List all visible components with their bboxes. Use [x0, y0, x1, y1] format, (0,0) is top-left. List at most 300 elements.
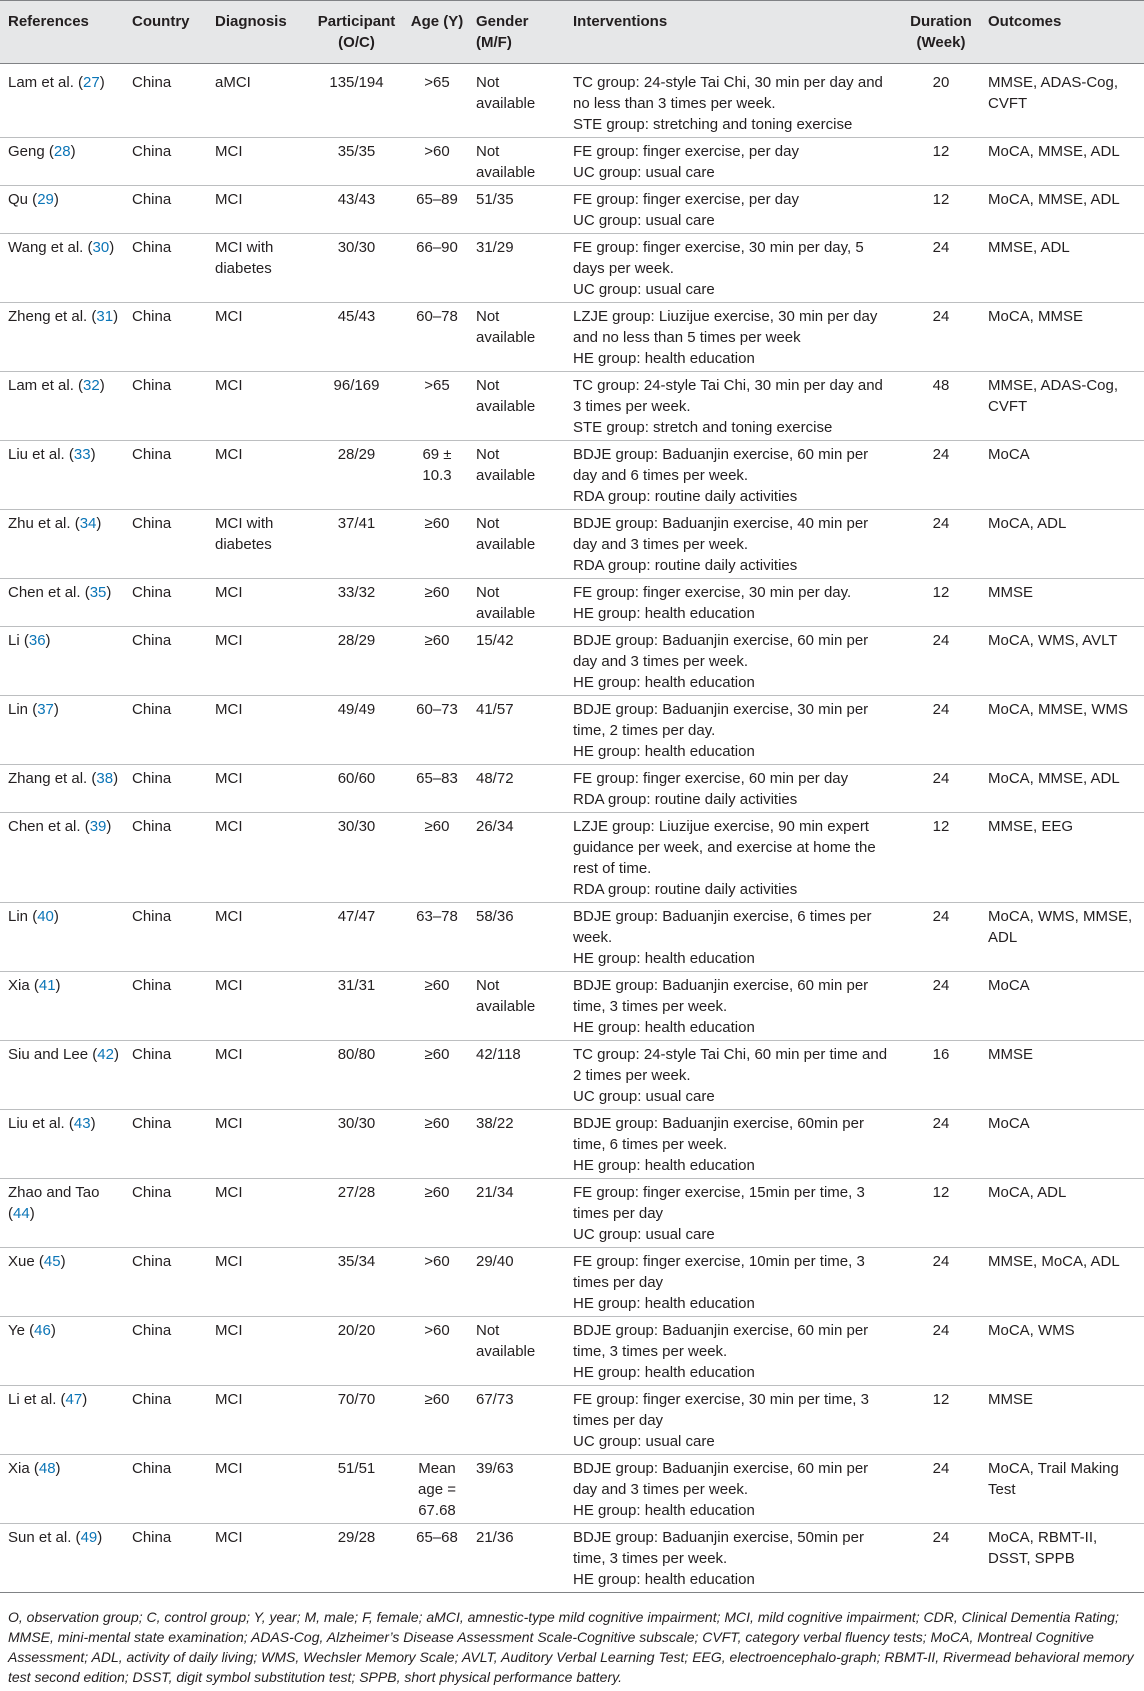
intervention-line: RDA group: routine daily activities: [573, 791, 798, 808]
intervention-line: TC group: 24-style Tai Chi, 30 min per day and 3 times per week.: [573, 377, 883, 415]
cell-duration: 24: [932, 1460, 950, 1477]
cell-duration: 12: [932, 191, 950, 208]
cell-diagnosis: MCI: [215, 701, 243, 718]
reference-author: Qu: [8, 191, 29, 208]
intervention-line: BDJE group: Baduanjin exercise, 60 min per time, 3 times per week.: [573, 1322, 869, 1360]
cell-diagnosis: MCI: [215, 908, 243, 925]
cell-diagnosis: MCI: [215, 1115, 243, 1132]
cell-country: China: [132, 515, 172, 532]
reference-author: Ye: [8, 1322, 25, 1339]
cell-participant: 28/29: [337, 632, 376, 649]
reference-link[interactable]: 38: [96, 770, 114, 787]
reference-author: Xue: [8, 1253, 35, 1270]
cell-participant: 27/28: [337, 1184, 376, 1201]
cell-age: >65: [424, 74, 450, 91]
cell-gender: 38/22: [476, 1115, 514, 1132]
cell-participant: 35/34: [337, 1253, 376, 1270]
cell-outcomes: MoCA: [988, 446, 1030, 463]
cell-participant: 49/49: [337, 701, 376, 718]
cell-reference: Lam et al. (27): [8, 74, 105, 91]
reference-link[interactable]: 31: [96, 308, 114, 325]
reference-link[interactable]: 30: [92, 239, 110, 256]
header-references: References: [8, 13, 89, 30]
reference-link[interactable]: 49: [80, 1529, 98, 1546]
cell-age: ≥60: [424, 818, 450, 835]
cell-participant: 47/47: [337, 908, 376, 925]
cell-outcomes: MoCA: [988, 977, 1030, 994]
table-row: [0, 1041, 1144, 1110]
reference-link[interactable]: 39: [89, 818, 107, 835]
cell-participant: 37/41: [337, 515, 376, 532]
intervention-line: UC group: usual care: [573, 1226, 715, 1243]
reference-link[interactable]: 40: [37, 908, 54, 925]
reference-author: Liu et al.: [8, 1115, 65, 1132]
reference-author: Lam et al.: [8, 74, 74, 91]
cell-gender: 51/35: [476, 191, 514, 208]
cell-reference: Xia (41): [8, 977, 61, 994]
cell-diagnosis: MCI: [215, 770, 243, 787]
cell-reference: Xue (45): [8, 1253, 66, 1270]
reference-link[interactable]: 44: [13, 1205, 30, 1222]
cell-outcomes: MMSE: [988, 1391, 1033, 1408]
cell-diagnosis: MCI: [215, 1391, 243, 1408]
cell-country: China: [132, 908, 172, 925]
cell-duration: 24: [932, 908, 950, 925]
reference-author: Lin: [8, 701, 29, 718]
cell-duration: 24: [932, 1322, 950, 1339]
table-row: [0, 1317, 1144, 1386]
cell-interventions: [565, 64, 898, 138]
cell-reference: Zhu et al. (34): [8, 515, 102, 532]
cell-gender: 39/63: [476, 1460, 514, 1477]
table-row: [0, 579, 1144, 627]
reference-link[interactable]: 33: [73, 446, 91, 463]
intervention-line: LZJE group: Liuzijue exercise, 30 min per day and no less than 5 times per week: [573, 308, 878, 346]
cell-interventions: [565, 303, 898, 372]
cell-reference: Chen et al. (35): [8, 584, 112, 601]
reference-author: Xia: [8, 1460, 30, 1477]
intervention-line: HE group: health education: [573, 1502, 755, 1519]
cell-country: China: [132, 1391, 172, 1408]
cell-gender: 42/118: [476, 1046, 521, 1063]
cell-participant: 29/28: [337, 1529, 376, 1546]
cell-gender: Not available: [476, 308, 536, 346]
cell-participant: 30/30: [337, 818, 376, 835]
cell-outcomes: MoCA, MMSE: [988, 308, 1084, 325]
cell-participant: 28/29: [337, 446, 376, 463]
cell-interventions: [565, 903, 898, 972]
cell-gender: 29/40: [476, 1253, 514, 1270]
cell-outcomes: MoCA, MMSE, ADL: [988, 770, 1120, 787]
header-country: Country: [132, 13, 190, 30]
cell-gender: Not available: [476, 1322, 536, 1360]
table-row: [0, 1110, 1144, 1179]
table-row: [0, 972, 1144, 1041]
cell-gender: 41/57: [476, 701, 514, 718]
cell-interventions: [565, 1248, 898, 1317]
header-age: Age (Y): [410, 13, 464, 30]
cell-country: China: [132, 308, 172, 325]
intervention-line: FE group: finger exercise, per day: [573, 191, 799, 208]
intervention-line: BDJE group: Baduanjin exercise, 6 times per week.: [573, 908, 872, 946]
cell-gender: 26/34: [476, 818, 514, 835]
cell-diagnosis: MCI: [215, 632, 243, 649]
cell-country: China: [132, 446, 172, 463]
cell-outcomes: MoCA, ADL: [988, 515, 1067, 532]
cell-age: 65–83: [416, 770, 458, 787]
cell-interventions: [565, 1041, 898, 1110]
cell-age: ≥60: [424, 1046, 450, 1063]
cell-interventions: [565, 1386, 898, 1455]
intervention-line: HE group: health education: [573, 1295, 755, 1312]
intervention-line: RDA group: routine daily activities: [573, 488, 798, 505]
reference-author: Li et al.: [8, 1391, 57, 1408]
reference-link[interactable]: 45: [43, 1253, 61, 1270]
cell-country: China: [132, 1322, 172, 1339]
cell-country: China: [132, 770, 172, 787]
cell-country: China: [132, 632, 172, 649]
reference-author: Xia: [8, 977, 30, 994]
cell-country: China: [132, 818, 172, 835]
reference-author: Chen et al.: [8, 818, 81, 835]
cell-age: 65–89: [416, 191, 458, 208]
reference-link[interactable]: 32: [83, 377, 100, 394]
intervention-line: HE group: health education: [573, 605, 755, 622]
reference-link[interactable]: 41: [38, 977, 56, 994]
cell-reference: Lin (40): [8, 908, 59, 925]
cell-age: ≥60: [424, 1184, 450, 1201]
cell-interventions: [565, 1317, 898, 1386]
reference-link[interactable]: 29: [37, 191, 54, 208]
cell-diagnosis: MCI: [215, 191, 243, 208]
reference-link[interactable]: 37: [37, 701, 54, 718]
cell-participant: 30/30: [337, 1115, 376, 1132]
reference-link[interactable]: 42: [97, 1046, 114, 1063]
cell-age: ≥60: [424, 1115, 450, 1132]
cell-gender: 58/36: [476, 908, 514, 925]
cell-interventions: [565, 234, 898, 303]
table-row: [0, 186, 1144, 234]
cell-reference: Liu et al. (43): [8, 1115, 96, 1132]
cell-reference: Liu et al. (33): [8, 446, 96, 463]
intervention-line: FE group: finger exercise, 30 min per time, 3 times per day: [573, 1391, 869, 1429]
cell-diagnosis: MCI: [215, 446, 243, 463]
intervention-line: HE group: health education: [573, 674, 755, 691]
cell-duration: 24: [932, 701, 950, 718]
reference-author: Liu et al.: [8, 446, 65, 463]
cell-participant: 33/32: [337, 584, 376, 601]
table-row: [0, 303, 1144, 372]
cell-duration: 24: [932, 632, 950, 649]
cell-duration: 24: [932, 515, 950, 532]
cell-participant: 80/80: [337, 1046, 376, 1063]
cell-interventions: [565, 186, 898, 234]
cell-outcomes: MoCA, RBMT-II, DSST, SPPB: [988, 1529, 1098, 1567]
intervention-line: BDJE group: Baduanjin exercise, 60 min per day and 3 times per week.: [573, 1460, 869, 1498]
reference-link[interactable]: 46: [34, 1322, 51, 1339]
cell-reference: Qu (29): [8, 191, 59, 208]
intervention-line: LZJE group: Liuzijue exercise, 90 min expert guidance per week, and exercise at home the rest of time.: [573, 818, 876, 877]
cell-diagnosis: MCI: [215, 1253, 243, 1270]
cell-reference: Chen et al. (39): [8, 818, 112, 835]
reference-link[interactable]: 36: [28, 632, 46, 649]
header-duration: Duration (Week): [910, 13, 972, 51]
cell-outcomes: MoCA, WMS, AVLT: [988, 632, 1118, 649]
cell-age: >65: [424, 377, 450, 394]
intervention-line: UC group: usual care: [573, 1088, 715, 1105]
cell-country: China: [132, 239, 172, 256]
cell-interventions: [565, 1524, 898, 1593]
cell-outcomes: MMSE, ADAS-Cog, CVFT: [988, 74, 1119, 112]
cell-age: >60: [424, 1253, 450, 1270]
cell-interventions: [565, 765, 898, 813]
reference-author: Geng: [8, 143, 45, 160]
cell-diagnosis: MCI: [215, 584, 243, 601]
cell-country: China: [132, 1460, 172, 1477]
cell-gender: 67/73: [476, 1391, 514, 1408]
cell-duration: 24: [932, 977, 950, 994]
cell-interventions: [565, 441, 898, 510]
cell-interventions: [565, 1110, 898, 1179]
cell-duration: 48: [932, 377, 950, 394]
intervention-line: FE group: finger exercise, per day: [573, 143, 799, 160]
reference-author: Zhu et al.: [8, 515, 71, 532]
cell-participant: 35/35: [337, 143, 376, 160]
intervention-line: TC group: 24-style Tai Chi, 30 min per day and no less than 3 times per week.: [573, 74, 883, 112]
cell-country: China: [132, 143, 172, 160]
cell-interventions: [565, 138, 898, 186]
intervention-line: HE group: health education: [573, 950, 755, 967]
intervention-line: BDJE group: Baduanjin exercise, 60min per time, 6 times per week.: [573, 1115, 864, 1153]
cell-outcomes: MMSE: [988, 1046, 1033, 1063]
cell-country: China: [132, 74, 172, 91]
intervention-line: STE group: stretching and toning exercise: [573, 116, 853, 133]
reference-link[interactable]: 43: [73, 1115, 91, 1132]
table-row: [0, 64, 1144, 138]
cell-duration: 12: [932, 143, 950, 160]
cell-reference: Li (36): [8, 632, 51, 649]
intervention-line: UC group: usual care: [573, 1433, 715, 1450]
cell-country: China: [132, 1184, 172, 1201]
cell-interventions: [565, 579, 898, 627]
cell-duration: 24: [932, 239, 950, 256]
reference-link[interactable]: 47: [65, 1391, 83, 1408]
cell-diagnosis: MCI: [215, 1184, 243, 1201]
cell-interventions: [565, 1179, 898, 1248]
intervention-line: HE group: health education: [573, 1019, 755, 1036]
intervention-line: UC group: usual care: [573, 281, 715, 298]
reference-author: Wang et al.: [8, 239, 84, 256]
table-row: [0, 1386, 1144, 1455]
cell-country: China: [132, 1529, 172, 1546]
table-row: [0, 234, 1144, 303]
cell-country: China: [132, 701, 172, 718]
cell-duration: 12: [932, 1391, 950, 1408]
reference-author: Li: [8, 632, 20, 649]
intervention-line: RDA group: routine daily activities: [573, 557, 798, 574]
table-row: [0, 138, 1144, 186]
cell-duration: 24: [932, 770, 950, 787]
cell-gender: Not available: [476, 143, 536, 181]
cell-reference: Siu and Lee (42): [8, 1046, 119, 1063]
cell-country: China: [132, 191, 172, 208]
cell-gender: Not available: [476, 377, 536, 415]
cell-gender: Not available: [476, 584, 536, 622]
cell-outcomes: MoCA, MMSE, ADL: [988, 143, 1120, 160]
cell-country: China: [132, 1253, 172, 1270]
cell-age: >60: [424, 143, 450, 160]
intervention-line: STE group: stretch and toning exercise: [573, 419, 833, 436]
cell-duration: 24: [932, 1115, 950, 1132]
cell-reference: Ye (46): [8, 1322, 56, 1339]
cell-duration: 24: [932, 308, 950, 325]
table-row: [0, 1248, 1144, 1317]
cell-participant: 31/31: [337, 977, 376, 994]
cell-age: 60–73: [416, 701, 458, 718]
cell-participant: 20/20: [337, 1322, 376, 1339]
cell-diagnosis: MCI: [215, 1460, 243, 1477]
cell-age: 66–90: [416, 239, 458, 256]
cell-duration: 24: [932, 446, 950, 463]
cell-interventions: [565, 627, 898, 696]
reference-link[interactable]: 48: [38, 1460, 56, 1477]
cell-diagnosis: MCI: [215, 308, 243, 325]
cell-diagnosis: MCI: [215, 1046, 243, 1063]
table-row: [0, 510, 1144, 579]
cell-reference: Zhang et al. (38): [8, 770, 119, 787]
cell-duration: 16: [932, 1046, 950, 1063]
cell-country: China: [132, 977, 172, 994]
header-participant: Participant (O/C): [317, 13, 396, 51]
reference-author: Lam et al.: [8, 377, 74, 394]
cell-diagnosis: MCI: [215, 143, 243, 160]
cell-gender: 21/34: [476, 1184, 514, 1201]
cell-age: ≥60: [424, 1391, 450, 1408]
cell-diagnosis: aMCI: [215, 74, 251, 91]
table-row: [0, 1179, 1144, 1248]
cell-diagnosis: MCI: [215, 1529, 243, 1546]
cell-interventions: [565, 813, 898, 903]
header-outcomes: Outcomes: [988, 13, 1062, 30]
cell-outcomes: MoCA, MMSE, ADL: [988, 191, 1120, 208]
intervention-line: HE group: health education: [573, 1364, 755, 1381]
intervention-line: FE group: finger exercise, 15min per time, 3 times per day: [573, 1184, 865, 1222]
cell-age: ≥60: [424, 515, 450, 532]
cell-diagnosis: MCI: [215, 1322, 243, 1339]
intervention-line: FE group: finger exercise, 30 min per day.: [573, 584, 852, 601]
cell-interventions: [565, 696, 898, 765]
intervention-line: UC group: usual care: [573, 164, 715, 181]
cell-outcomes: MoCA, ADL: [988, 1184, 1067, 1201]
intervention-line: BDJE group: Baduanjin exercise, 30 min per time, 2 times per day.: [573, 701, 869, 739]
cell-outcomes: MMSE, ADAS-Cog, CVFT: [988, 377, 1119, 415]
intervention-line: FE group: finger exercise, 10min per time, 3 times per day: [573, 1253, 865, 1291]
cell-gender: 48/72: [476, 770, 514, 787]
cell-country: China: [132, 1115, 172, 1132]
cell-age: 60–78: [416, 308, 458, 325]
table-footnote: O, observation group; C, control group; Y, year; M, male; F, female; aMCI, amnestic-type mild cognitive impairment; MCI, mild cognitive impairment; CDR, Clinical Dementia Rating; MMSE, mini-mental state examination; ADAS-Cog, Alzheimer’s Disease Assessment Scale-Cognitive subscale; CVFT, category verbal fluency tests; MoCA, Montreal Cognitive Assessment; ADL, activity of daily living; WMS, Wechsler Memory Scale; AVLT, Auditory Verbal Learning Test; EEG, electroencephalo-graph; RBMT-II, Rivermead behavioral memory test second edition; DSST, digit symbol substitution test; SPPB, short physical performance battery.: [8, 1609, 1134, 1685]
cell-participant: 30/30: [337, 239, 376, 256]
table-header-row: [0, 1, 1144, 64]
intervention-line: HE group: health education: [573, 1157, 755, 1174]
intervention-line: RDA group: routine daily activities: [573, 881, 798, 898]
cell-interventions: [565, 1455, 898, 1524]
cell-gender: Not available: [476, 977, 536, 1015]
reference-author: Zheng et al.: [8, 308, 88, 325]
cell-reference: Lin (37): [8, 701, 59, 718]
cell-diagnosis: MCI with diabetes: [215, 239, 274, 277]
reference-author: Zhang et al.: [8, 770, 88, 787]
intervention-line: TC group: 24-style Tai Chi, 60 min per time and 2 times per week.: [573, 1046, 888, 1084]
cell-age: >60: [424, 1322, 450, 1339]
header-gender: Gender (M/F): [476, 13, 529, 51]
table-row: [0, 765, 1144, 813]
intervention-line: HE group: health education: [573, 743, 755, 760]
intervention-line: BDJE group: Baduanjin exercise, 40 min per day and 3 times per week.: [573, 515, 869, 553]
cell-gender: Not available: [476, 74, 536, 112]
cell-interventions: [565, 510, 898, 579]
reference-link[interactable]: 27: [83, 74, 100, 91]
cell-outcomes: MMSE, ADL: [988, 239, 1070, 256]
cell-reference: Sun et al. (49): [8, 1529, 103, 1546]
cell-participant: 45/43: [337, 308, 376, 325]
cell-gender: 31/29: [476, 239, 514, 256]
cell-age: 63–78: [416, 908, 458, 925]
reference-link[interactable]: 35: [89, 584, 107, 601]
cell-participant: 51/51: [337, 1460, 376, 1477]
cell-outcomes: MoCA, MMSE, WMS: [988, 701, 1129, 718]
reference-author: Lin: [8, 908, 29, 925]
reference-link[interactable]: 28: [53, 143, 71, 160]
reference-author: Siu and Lee: [8, 1046, 89, 1063]
table-row: [0, 903, 1144, 972]
intervention-line: HE group: health education: [573, 1571, 755, 1588]
cell-reference: Wang et al. (30): [8, 239, 115, 256]
table-row: [0, 1524, 1144, 1593]
intervention-line: BDJE group: Baduanjin exercise, 60 min per time, 3 times per week.: [573, 977, 869, 1015]
cell-outcomes: MMSE: [988, 584, 1033, 601]
cell-age: 65–68: [416, 1529, 458, 1546]
cell-age: ≥60: [424, 632, 450, 649]
reference-author: Zhao and Tao: [8, 1184, 100, 1201]
cell-gender: 15/42: [476, 632, 514, 649]
intervention-line: UC group: usual care: [573, 212, 715, 229]
table-row: [0, 441, 1144, 510]
cell-diagnosis: MCI: [215, 377, 243, 394]
table-row: [0, 696, 1144, 765]
cell-participant: 70/70: [337, 1391, 376, 1408]
header-interventions: Interventions: [573, 13, 668, 30]
cell-reference: Zhao and Tao (44): [8, 1184, 100, 1222]
cell-gender: Not available: [476, 446, 536, 484]
intervention-line: BDJE group: Baduanjin exercise, 60 min per day and 6 times per week.: [573, 446, 869, 484]
cell-interventions: [565, 972, 898, 1041]
cell-outcomes: MoCA, WMS: [988, 1322, 1075, 1339]
table-row: [0, 813, 1144, 903]
cell-duration: 24: [932, 1529, 950, 1546]
cell-duration: 12: [932, 818, 950, 835]
intervention-line: BDJE group: Baduanjin exercise, 50min per time, 3 times per week.: [573, 1529, 864, 1567]
cell-gender: Not available: [476, 515, 536, 553]
cell-reference: Lam et al. (32): [8, 377, 105, 394]
cell-country: China: [132, 584, 172, 601]
intervention-line: BDJE group: Baduanjin exercise, 60 min per day and 3 times per week.: [573, 632, 869, 670]
cell-diagnosis: MCI with diabetes: [215, 515, 274, 553]
cell-age: Mean age = 67.68: [418, 1460, 456, 1519]
table-row: [0, 372, 1144, 441]
cell-country: China: [132, 377, 172, 394]
reference-link[interactable]: 34: [79, 515, 97, 532]
